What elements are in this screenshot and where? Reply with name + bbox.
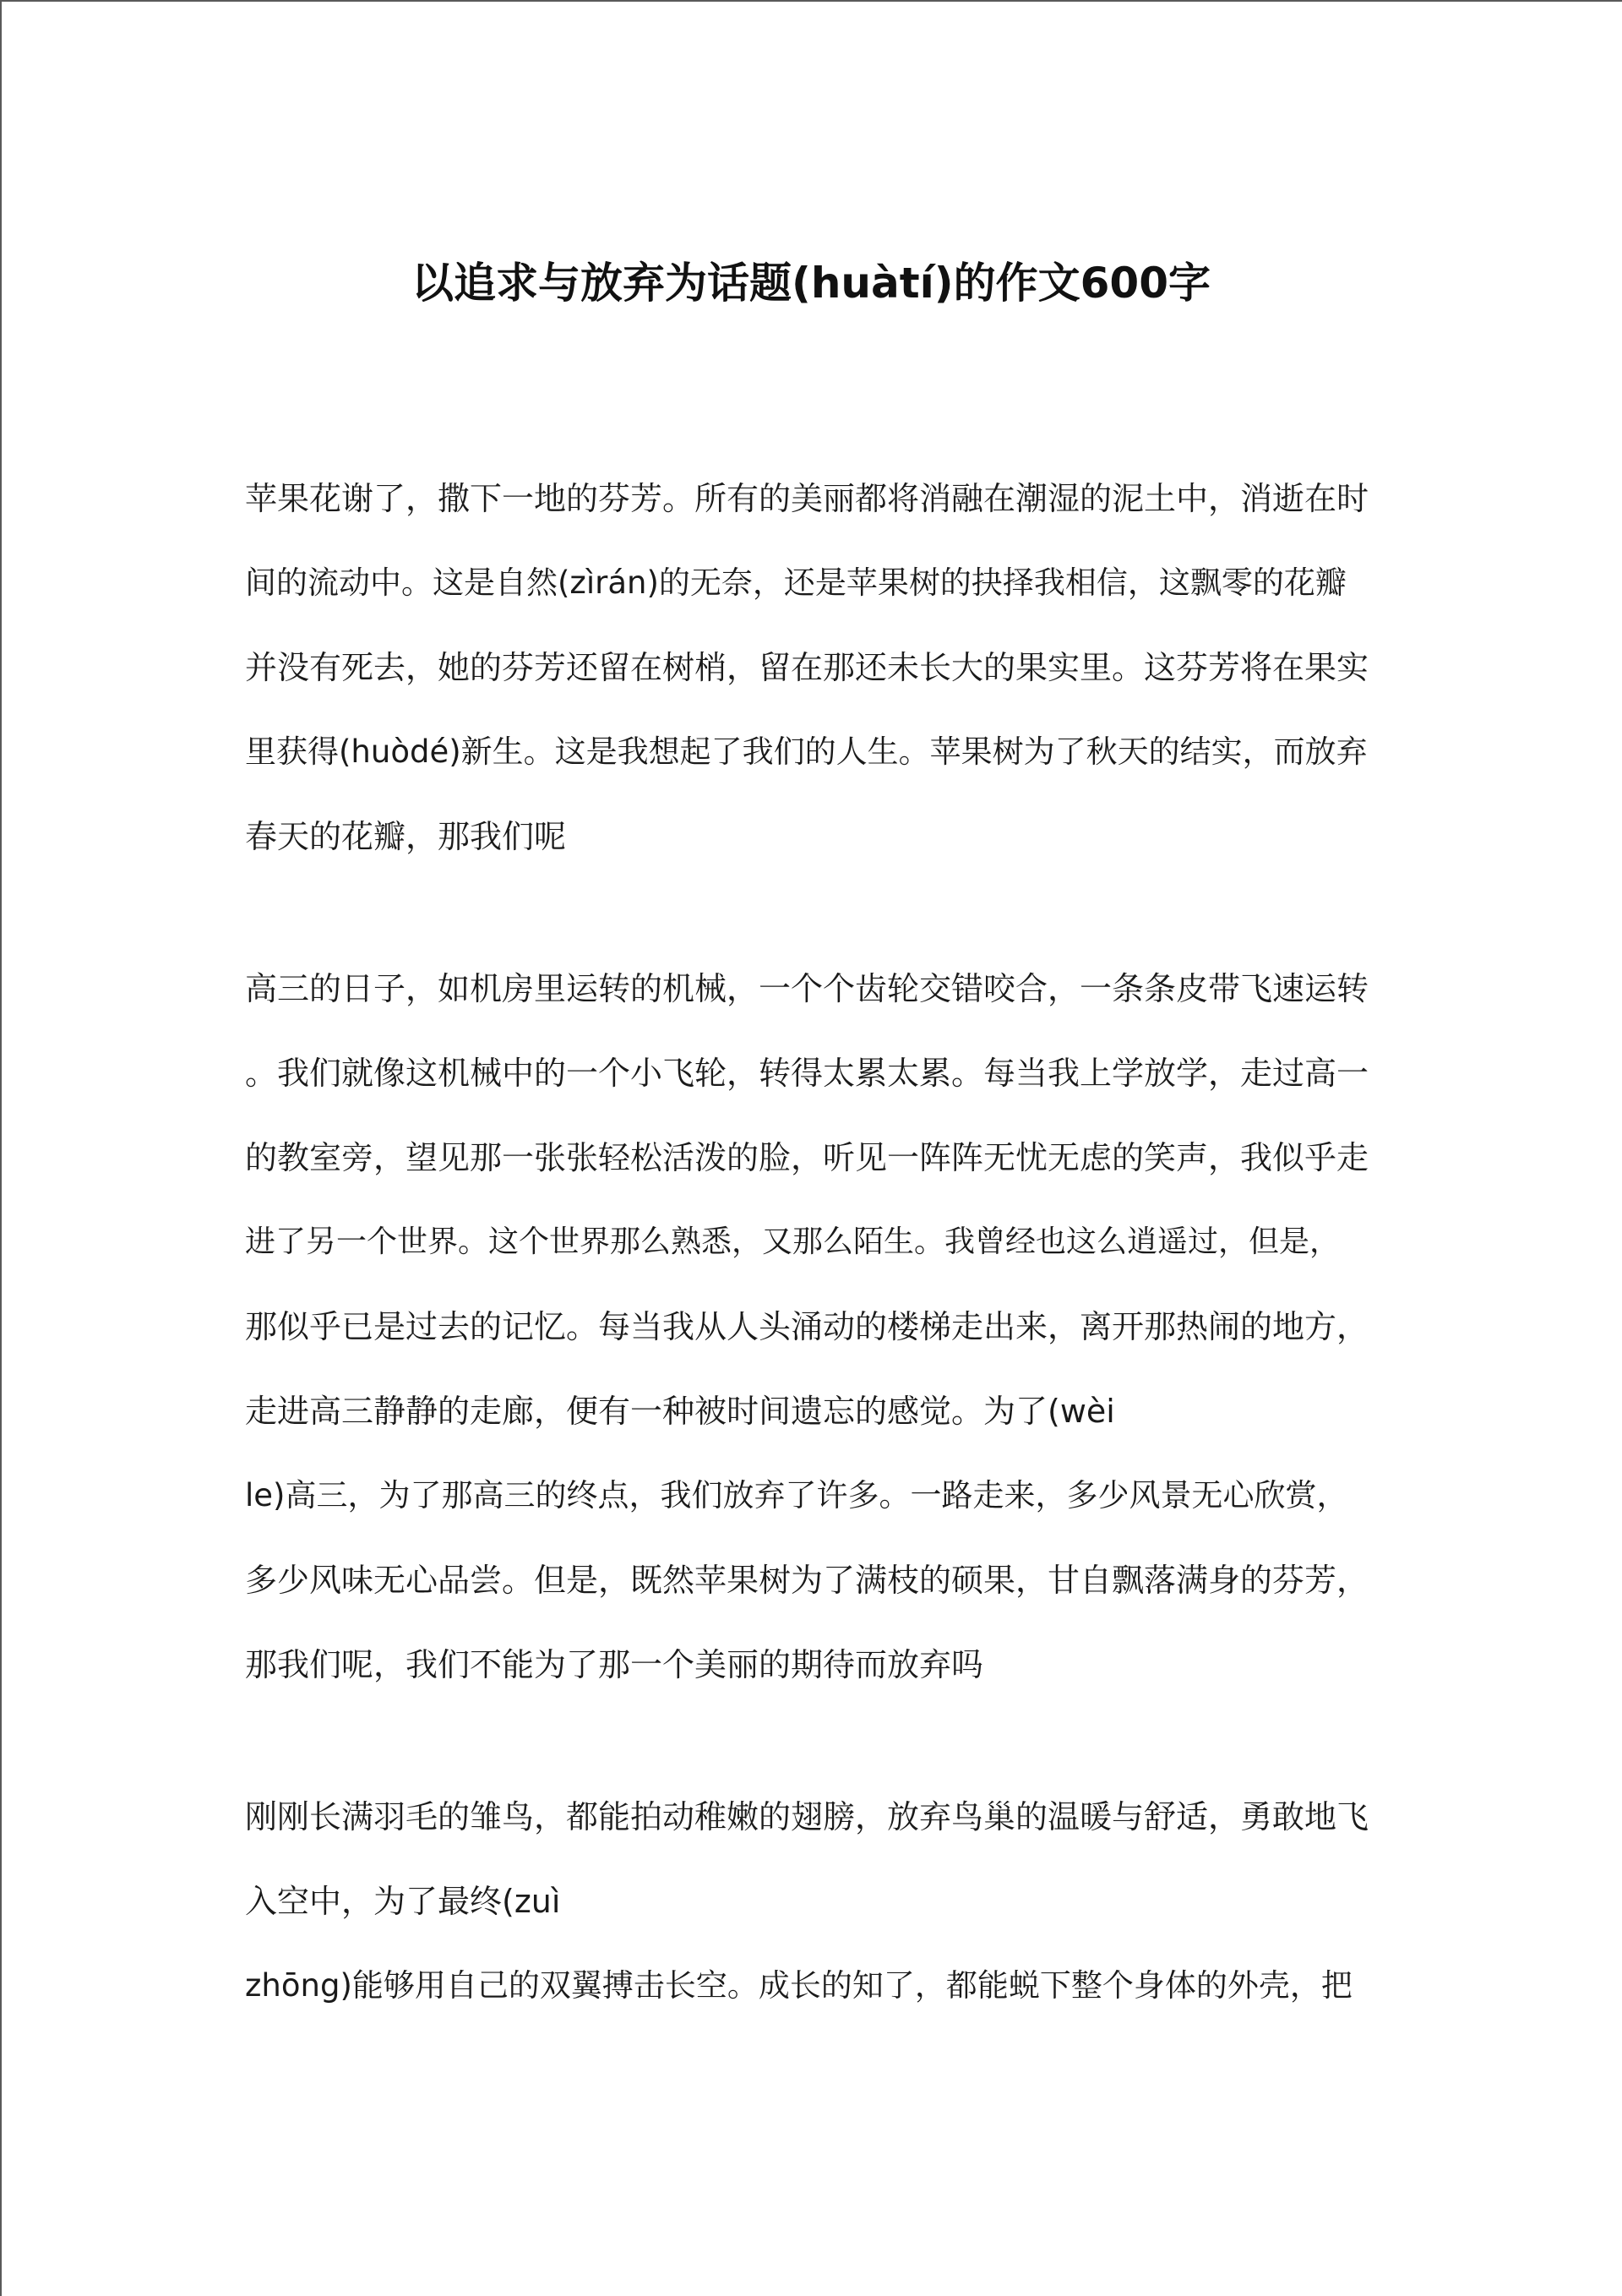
text-line: 的教室旁，望见那一张张轻松活泼的脸，听见一阵阵无忧无虑的笑声，我似乎走 bbox=[245, 1139, 1369, 1176]
page-left-border bbox=[0, 0, 2, 2296]
document-title: 以追求与放弃为话题(huàtí)的作文600字 bbox=[411, 259, 1211, 308]
page-top-border bbox=[0, 0, 1622, 2]
text-line: 春天的花瓣，那我们呢 bbox=[245, 818, 567, 855]
text-line: 。我们就像这机械中的一个小飞轮，转得太累太累。每当我上学放学，走过高一 bbox=[245, 1055, 1369, 1092]
text-line: 多少风味无心品尝。但是，既然苹果树为了满枝的硕果，甘自飘落满身的芬芳， bbox=[245, 1562, 1369, 1599]
text-line: 高三的日子，如机房里运转的机械，一个个齿轮交错咬合，一条条皮带飞速运转 bbox=[245, 970, 1369, 1007]
text-line: zhōng)能够用自己的双翼搏击长空。成长的知了，都能蜕下整个身体的外壳，把 bbox=[245, 1967, 1353, 2004]
text-line: 并没有死去，她的芬芳还留在树梢，留在那还未长大的果实里。这芬芳将在果实 bbox=[245, 649, 1369, 686]
text-line: 里获得(huòdé)新生。这是我想起了我们的人生。苹果树为了秋天的结实，而放弃 bbox=[245, 734, 1368, 770]
text-line: le)高三，为了那高三的终点，我们放弃了许多。一路走来，多少风景无心欣赏， bbox=[245, 1477, 1348, 1513]
text-line: 苹果花谢了，撒下一地的芬芳。所有的美丽都将消融在潮湿的泥土中，消逝在时 bbox=[245, 480, 1369, 517]
text-line: 入空中，为了最终(zuì bbox=[245, 1883, 561, 1920]
text-line: 刚刚长满羽毛的雏鸟，都能拍动稚嫩的翅膀，放弃鸟巢的温暖与舒适，勇敢地飞 bbox=[245, 1798, 1369, 1835]
text-line: 进了另一个世界。这个世界那么熟悉，又那么陌生。我曾经也这么逍遥过，但是， bbox=[245, 1224, 1341, 1259]
text-line: 间的流动中。这是自然(zìrán)的无奈，还是苹果树的抉择我相信，这飘零的花瓣 bbox=[245, 564, 1347, 601]
text-line: 走进高三静静的走廊，便有一种被时间遗忘的感觉。为了(wèi bbox=[245, 1393, 1115, 1430]
text-line: 那我们呢，我们不能为了那一个美丽的期待而放弃吗 bbox=[245, 1646, 984, 1683]
text-line: 那似乎已是过去的记忆。每当我从人头涌动的楼梯走出来，离开那热闹的地方， bbox=[245, 1308, 1369, 1345]
